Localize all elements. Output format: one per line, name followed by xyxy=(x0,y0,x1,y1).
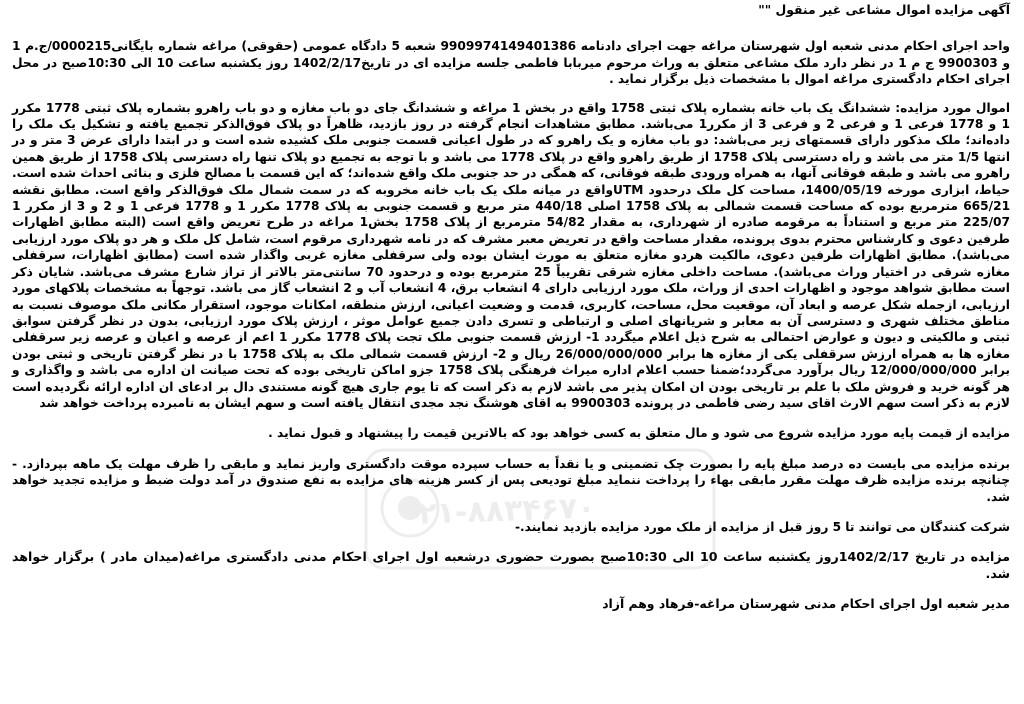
visit-note: شرکت کنندگان می توانند تا 5 روز قبل از مزایده از ملک مورد مزایده بازدید نمایند.- xyxy=(514,519,1010,534)
notice-title: آگهی مزایده اموال مشاعی غیر منقول "" xyxy=(758,2,1010,17)
auction-date-line: مزایده در تاریخ 1402/2/17روز یکشنبه ساعت 10 الی 10:30صبح بصورت حضوری درشعبه اول اجرای احکام مدنی دادگستری مراغه(میدان مادر ) برگزار خواهد شد. xyxy=(12,549,1010,581)
winner-deposit-paragraph: برنده مزایده می بایست ده درصد مبلغ پایه را بصورت چک تضمینی و یا نقداً به حساب سپرده موقت دادگستری واریز نماید و مابقی را ظرف مهلت یک ماهه بپردازد. - چنانچه برنده مزایده ظرف مهلت مقرر مابقی بهاء را پرداخت ننماید مبلغ تودیعی پس از کسر هزینه های مزایده به نفع صندوق در آمد دولت ضبط و مزایده تجدید خواهد شد. xyxy=(12,456,1010,504)
intro-paragraph: واحد اجرای احکام مدنی شعبه اول شهرستان مراغه جهت اجرای دادنامه 9909974149401386 شعبه 5 دادگاه عمومی (حقوقی) مراغه شماره بایگانی0000215/ج.م 1 و 9900303 ج م 1 در نظر دارد ملک مشاعی متعلق به وراث مرحوم میربابا فاطمی جلسه مزایده ای در تاریخ1402/2/17 روز یکشنبه ساعت 10 الی 10:30صبح در محل اجرای احکام دادگستری مراغه اموال با مشخصات ذیل برگزار نماید . xyxy=(12,39,1011,87)
property-description-paragraph: اموال مورد مزایده: ششدانگ یک باب خانه بشماره پلاک ثبتی 1758 واقع در بخش 1 مراغه و ششدانگ جای دو باب مغازه و دو باب راهرو بشماره پلاک ثبتی 1778 مکرر 1 و 1778 فرعی 1 و فرعی 2 و فرعی 3 از مکرر1 می‌باشد. مطابق مشاهدات انجام گرفته در روز بازدید، ظاهراً دو پلاک فوق‌الذکر تجمیع یافته و تشکیل یک ملک را داده‌اند؛ ملک مذکور دارای قسمتهای زیر می‌باشد: دو باب مغازه و یک راهرو که در طول اعیانی قسمت جنوبی ملک کشیده شده است و در ابتدا دارای عرض 3 متر و در انتها 1/5 متر می باشد و راه دسترسی پلاک 1758 از طریق راهرو واقع در پلاک 1778 می باشد و با توجه به تجمیع دو پلاک تنها راه دسترسی پلاک 1758 از طریق همین راهرو می باشد و طبقه فوقانی آنها، به همراه ورودی طبقه فوقانی، که همگی در حد جنوبی ملک واقع شده‌اند؛ که این قسمت با مصالح فلزی و بنائی احداث شده است. حیاط، ابزاری مورخه 1400/05/19، مساحت کل ملک درحدود UTMواقع در میانه ملک یک باب خانه مخروبه که در سمت شمال ملک فوق‌الذکر واقع است. مطابق نقشه 665/21 مترمربع بوده که مساحت قسمت شمالی به پلاک 1758 اصلی 440/18 متر مربع و قسمت جنوبی به پلاک 1778 مکرر 1 و 1778 فرعی 1 و 2 و 3 از مکرر 1 225/07 متر مربع و استناداً به مرقومه صادره از شهرداری، به مقدار 54/82 مترمربع از پلاک 1758 بخش1 مراغه در طرح تعریض واقع است (البته مطابق اظهارات طرفین دعوی و کارشناس محترم بدوی پرونده، مقدار مساحت واقع در تعریض معبر مشرف که در نامه شهرداری مرقوم است، شامل کل ملک و هر دو پلاک مورد ارزیابی می‌باشد). مطابق اظهارات طرفین دعوی، مالکیت هردو مغازه متعلق به مورث ایشان بوده ولی سرقفلی مغازه غربی واگذار شده است (مطابق اظهارات، سرقفلی مغازه شرقی در اختیار وراث می‌باشد). مساحت داخلی مغازه شرقی تقریباً 25 مترمربع بوده و درحدود 70 سانتی‌متر بالاتر از تراز شارع مشرف می‌باشد. شایان ذکر است مطابق شواهد موجود و اظهارات احدی از وراث، ملک مورد ارزیابی دارای 4 انشعاب برق، 4 انشعاب آب و 2 انشعاب گاز می باشد. توجهاً به مشخصات پلاکهای مورد ارزیابی، ازجمله شکل عرصه و ابعاد آن، موقعیت محل، مساحت، کاربری، قدمت و وضعیت اعیانی، ارزش منطقه، امکانات موجود، استقرار مکانی ملک موصوف نسبت به مناطق مختلف شهری و دسترسی آن به معابر و شریانهای اصلی و ارتباطی و تسری دادن جمیع عوامل موثر ، ارزش پلاک مورد ارزیابی، بدون در نظر گرفتن سوابق ثبتی و مالکیتی و دیون و عوارض احتمالی به شرح ذیل اعلام میگردد 1- ارزش قسمت جنوبی ملک تجت پلاک 1778 مکرر 1 اعم از عرصه و اعیان و عرصه زیر سرقفلی مغازه ها به همراه ارزش سرقفلی یکی از مغازه ها برابر 26/000/000/000 ریال و 2- ارزش قسمت شمالی ملک به پلاک 1758 با در نظر گرفتن تاریخی و ثبتی بودن برابر 12/000/000/000 ریال برآورد می‌گردد؛ضمنا حسب اعلام اداره میراث فرهنگی پلاک 1758 جزو اماکن تاریخی بوده که تحت صیانت ان اداره می باشد و واگذاری و هر گونه خرید و فروش ملک با علم بر تاریخی بودن ان امکان پذیر می باشد لازم به ذکر است که تا یوم جاری هیچ گونه مستندی دال بر ادعای ان اداره ارائه نگردیده است لازم به ذکر است سهم الارث اقای سید رضی فاطمی در پرونده 9900303 به اقای هوشنگ نجد مجدی انتقال یافته است و سهم ایشان به نامبرده پرداخت خواهد شد xyxy=(11,100,1011,410)
notice-document xyxy=(12,2,1010,613)
watermark-phone-text: ۰۲۱-۸۸۳۴۶۷۰ xyxy=(399,490,597,533)
base-price-note: مزایده از قیمت پایه مورد مزایده شروع می شود و مال متعلق به کسی خواهد بود که بالاترین قیمت را پیشنهاد و قبول نماید . xyxy=(268,426,1010,441)
signature-line: مدیر شعبه اول اجرای احکام مدنی شهرستان مراغه-فرهاد وهم آزاد xyxy=(602,596,1010,612)
